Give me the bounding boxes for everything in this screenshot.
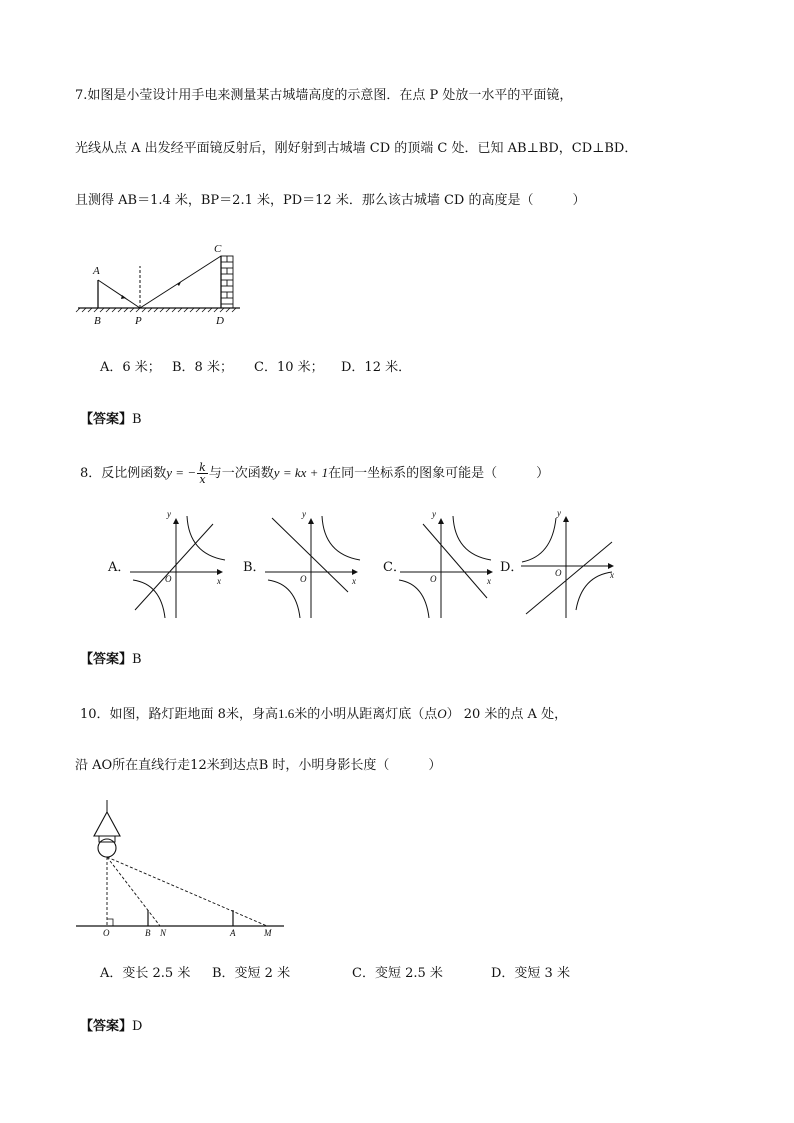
q10-answer-label: 【答案】 bbox=[80, 1019, 133, 1034]
q8-eq1-den: x bbox=[199, 473, 206, 486]
q10-line1-h: 1.6 bbox=[277, 706, 295, 721]
q8-graph-a-origin-label: O bbox=[165, 574, 172, 584]
q7-option-a: A．6 米； bbox=[100, 360, 161, 375]
q10-line1-b: 米的小明从距离灯底（点 bbox=[294, 707, 438, 722]
q7-line-1: 7.如图是小莹设计用手电来测量某古城墙高度的示意图．在点 P 处放一水平的平面镜， bbox=[75, 88, 573, 103]
q8-eq1-lhs: y = − bbox=[166, 465, 197, 480]
q7-option-d: D．12 米． bbox=[341, 360, 412, 375]
q10-label-o: O bbox=[103, 928, 110, 938]
q7-option-c: C．10 米； bbox=[254, 360, 324, 375]
q10-option-a: A．变长 2.5 米 bbox=[100, 966, 191, 981]
q8-stem bbox=[80, 458, 549, 489]
q7-label-b: B bbox=[94, 315, 101, 327]
q8-graph-c bbox=[395, 510, 500, 622]
q10-label-a: A bbox=[230, 928, 236, 938]
q8-graph-a bbox=[125, 510, 230, 622]
q7-label-d: D bbox=[216, 315, 224, 327]
q8-stem-a: 8．反比例函数 bbox=[80, 466, 167, 481]
q10-line1-o: O bbox=[437, 706, 447, 721]
q8-graph-d-y-label: y bbox=[557, 508, 561, 518]
q7-answer-value: B bbox=[132, 412, 142, 427]
q8-option-a-label: A． bbox=[108, 560, 131, 575]
q10-line-1 bbox=[80, 706, 567, 723]
q8-answer-label: 【答案】 bbox=[80, 652, 133, 667]
q8-graph-a-x-label: x bbox=[217, 576, 221, 586]
q7-label-p: P bbox=[135, 315, 142, 327]
q8-graph-b-origin-label: O bbox=[300, 574, 307, 584]
q8-option-b-label: B． bbox=[243, 560, 266, 575]
q7-line-2: 光线从点 A 出发经平面镜反射后，刚好射到古城墙 CD 的顶端 C 处．已知 AB⊥BD，CD⊥BD． bbox=[75, 141, 638, 156]
q10-label-b: B bbox=[145, 928, 151, 938]
q8-graph-c-origin-label: O bbox=[430, 574, 437, 584]
q8-graph-c-x-label: x bbox=[487, 576, 491, 586]
q8-stem-c: 在同一坐标系的图象可能是（ ） bbox=[328, 466, 550, 481]
q8-graph-b-x-label: x bbox=[352, 576, 356, 586]
q8-answer bbox=[80, 652, 142, 668]
q8-graph-d bbox=[516, 510, 621, 622]
q10-option-b: B．变短 2 米 bbox=[212, 966, 291, 981]
q10-option-d: D．变短 3 米 bbox=[491, 966, 570, 981]
q8-option-c-label: C． bbox=[383, 560, 406, 575]
q10-option-c: C．变短 2.5 米 bbox=[352, 966, 443, 981]
q8-eq2: y = kx + 1 bbox=[273, 465, 329, 480]
q7-label-c: C bbox=[214, 243, 222, 255]
q8-eq1-num: k bbox=[199, 461, 206, 474]
q7-option-b: B．8 米； bbox=[172, 360, 233, 375]
q8-stem-b: 与一次函数 bbox=[208, 466, 274, 481]
q10-line-2: 沿 AO所在直线行走12米到达点B 时，小明身影长度（ ） bbox=[75, 758, 442, 773]
q7-line-3: 且测得 AB＝1.4 米，BP＝2.1 米，PD＝12 米．那么该古城墙 CD 的高度是（ ） bbox=[75, 193, 586, 208]
q10-figure bbox=[70, 800, 290, 940]
q10-answer bbox=[80, 1019, 142, 1035]
q8-graph-b-y-label: y bbox=[302, 509, 306, 519]
q10-label-m: M bbox=[264, 928, 272, 938]
q8-graph-b bbox=[260, 510, 365, 622]
q8-graph-d-x-label: x bbox=[610, 570, 614, 580]
q8-answer-value: B bbox=[132, 652, 142, 667]
q7-answer bbox=[80, 412, 142, 428]
q10-line1-c: ） 20 米的点 A 处， bbox=[446, 707, 568, 722]
q8-graph-a-y-label: y bbox=[167, 509, 171, 519]
q7-label-a: A bbox=[93, 265, 100, 277]
q8-eq1-fraction bbox=[197, 462, 208, 485]
q8-graph-d-origin-label: O bbox=[555, 568, 562, 578]
q10-label-n: N bbox=[160, 928, 167, 938]
q8-option-d-label: D． bbox=[500, 560, 524, 575]
q7-figure bbox=[76, 238, 246, 330]
q10-line1-a: 10．如图，路灯距地面 8米，身高 bbox=[80, 707, 278, 722]
q7-answer-label: 【答案】 bbox=[80, 412, 133, 427]
q10-answer-value: D bbox=[132, 1019, 143, 1034]
q8-graph-c-y-label: y bbox=[432, 509, 436, 519]
